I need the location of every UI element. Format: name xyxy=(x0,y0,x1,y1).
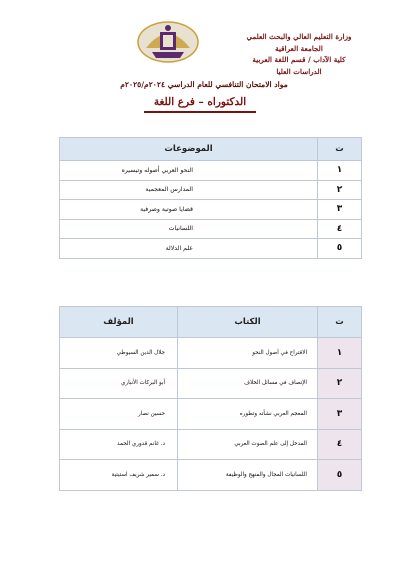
table-row xyxy=(60,161,362,181)
row-topic: النحو العربي أصوله وتيسيره xyxy=(60,161,318,181)
table-row xyxy=(60,239,362,259)
table-header-row xyxy=(60,307,362,338)
row-num: ١ xyxy=(318,161,362,181)
table-row xyxy=(60,200,362,220)
row-topic: قضايا صوتية وصرفية xyxy=(60,200,318,220)
row-book: الإنصاف في مسائل الخلاف xyxy=(178,368,318,399)
table-row xyxy=(60,460,362,491)
row-num: ٣ xyxy=(318,399,362,430)
table-row xyxy=(60,429,362,460)
table-row xyxy=(60,219,362,239)
college-name: كلية الآداب / قسم اللغة العربية xyxy=(252,55,346,64)
row-num: ٥ xyxy=(318,239,362,259)
studies-name: الدراسات العليا xyxy=(276,66,322,76)
row-topic: علم الدلالة xyxy=(60,239,318,259)
row-num: ٥ xyxy=(318,460,362,491)
table-row xyxy=(60,338,362,369)
table-row xyxy=(60,368,362,399)
row-book: المعجم العربي نشأته وتطوره xyxy=(178,399,318,430)
table-header-row xyxy=(60,138,362,161)
row-book: اللسانيات المجال والمنهج والوظيفة xyxy=(178,460,318,491)
row-num: ٢ xyxy=(318,180,362,200)
row-topic: اللسانيات xyxy=(60,219,318,239)
exam-subtitle: مواد الامتحان التنافسي للعام الدراسي ٢٠٢٤م/٢٠٢٥م xyxy=(120,80,288,89)
row-author: د. غانم قدوري الحمد xyxy=(60,429,178,460)
header-book: الكتاب xyxy=(178,307,318,338)
title-underline xyxy=(144,111,256,113)
row-book: المدخل إلى علم الصوت العربي xyxy=(178,429,318,460)
ministry-name: وزارة التعليم العالي والبحث العلمي xyxy=(246,32,352,41)
header-topic: الموضوعات xyxy=(60,138,318,161)
row-book: الاقتراح في أصول النحو xyxy=(178,338,318,369)
row-num: ٤ xyxy=(318,429,362,460)
row-num: ٤ xyxy=(318,219,362,239)
topics-table xyxy=(59,137,362,259)
header-num: ت xyxy=(318,307,362,338)
books-table xyxy=(59,306,362,491)
row-author: حسين نصار xyxy=(60,399,178,430)
row-author: جلال الدين السيوطي xyxy=(60,338,178,369)
page-title: الدكتوراه – فرع اللغة xyxy=(153,96,247,108)
table-row xyxy=(60,180,362,200)
row-author: أبو البركات الأنباري xyxy=(60,368,178,399)
header-num: ت xyxy=(318,138,362,161)
row-author: د. سمير شريف استيتية xyxy=(60,460,178,491)
header-author: المؤلف xyxy=(60,307,178,338)
university-name: الجامعة العراقية xyxy=(275,43,323,53)
table-row xyxy=(60,399,362,430)
row-num: ٣ xyxy=(318,200,362,220)
university-logo xyxy=(132,18,204,66)
row-topic: المدارس المعجمية xyxy=(60,180,318,200)
row-num: ١ xyxy=(318,338,362,369)
institution-header xyxy=(224,31,374,77)
row-num: ٢ xyxy=(318,368,362,399)
